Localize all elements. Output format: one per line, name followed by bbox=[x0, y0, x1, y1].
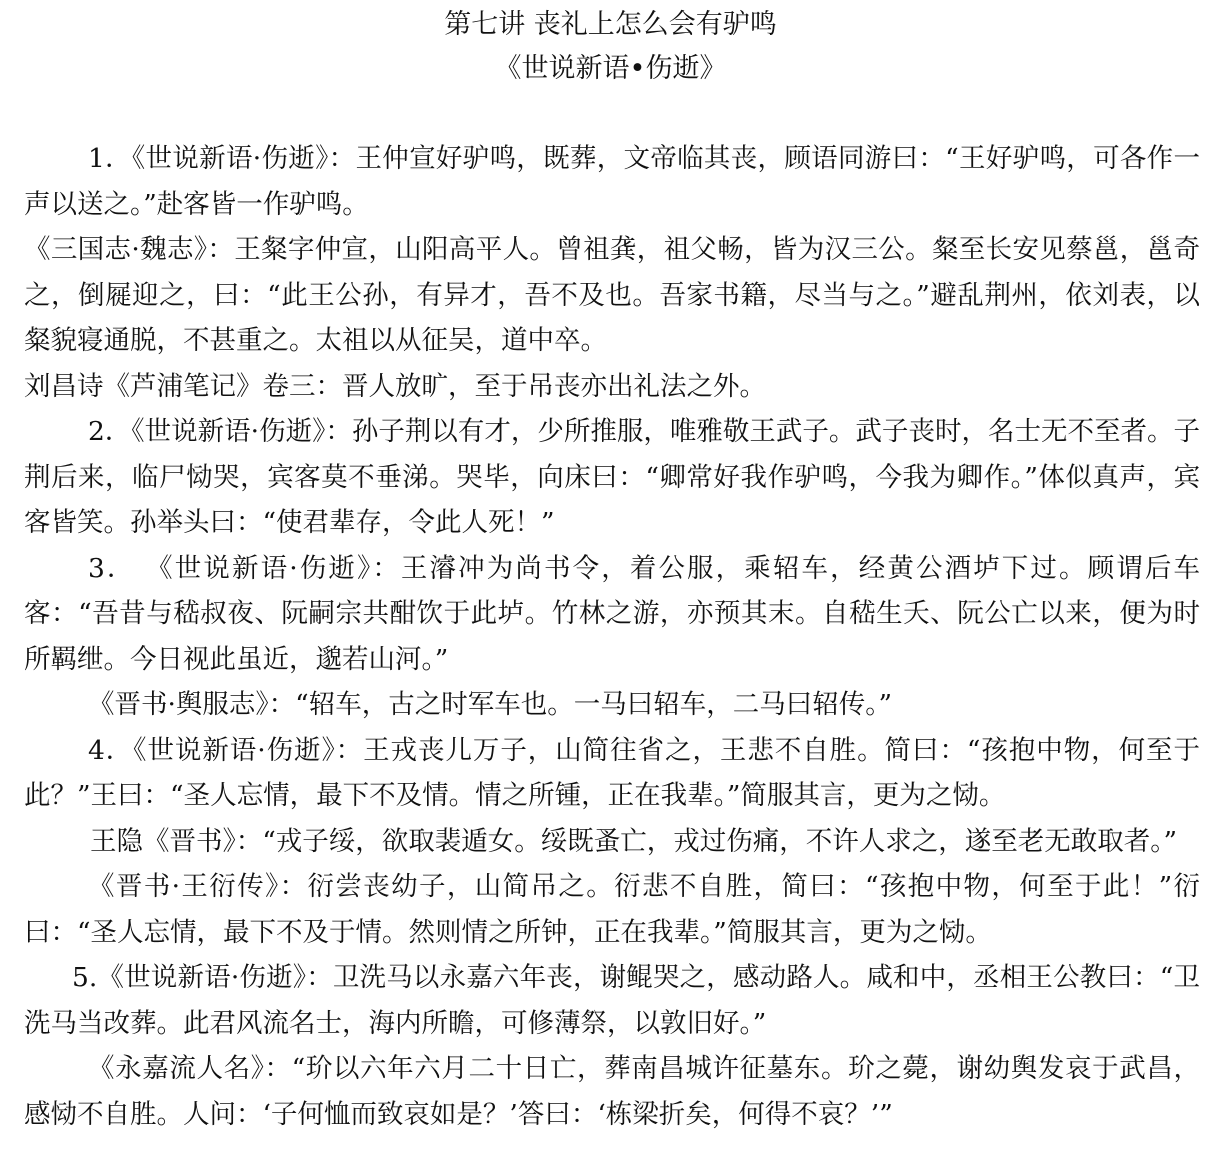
paragraph-4: 2．《世说新语·伤逝》：孙子荆以有才，少所推服，唯雅敬王武子。武子丧时，名士无不至者。子荆后来，临尸恸哭，宾客莫不垂涕。哭毕，向床曰：“卿常好我作驴鸣，今我为卿作。”体似真声，宾客皆笑。孙举头曰：“使君辈存，令此人死！” bbox=[24, 416, 1200, 538]
paragraph-10: 5.《世说新语·伤逝》：卫洗马以永嘉六年丧，谢鲲哭之，感动路人。咸和中，丞相王公教曰：“卫洗马当改葬。此君风流名士，海内所瞻，可修薄祭，以敦旧好。” bbox=[24, 962, 1200, 1039]
paragraph-1: 1．《世说新语·伤逝》：王仲宣好驴鸣，既葬，文帝临其丧，顾语同游曰：“王好驴鸣，可各作一声以送之。”赴客皆一作驴鸣。 bbox=[24, 143, 1200, 220]
paragraph-5: 3． 《世说新语·伤逝》：王濬冲为尚书令，着公服，乘轺车，经黄公酒垆下过。顾谓后车客：“吾昔与嵇叔夜、阮嗣宗共酣饮于此垆。竹林之游，亦预其末。自嵇生夭、阮公亡以来，便为时所羁绁。今日视此虽近，邈若山河。” bbox=[24, 552, 1200, 675]
paragraph-3: 刘昌诗《芦浦笔记》卷三：晋人放旷，至于吊丧亦出礼法之外。 bbox=[24, 370, 766, 402]
page-title: 第七讲 丧礼上怎么会有驴鸣 bbox=[444, 9, 777, 40]
paragraph-7: 4．《世说新语·伤逝》：王戎丧儿万子，山简往省之，王悲不自胜。简曰：“孩抱中物，何至于此？”王曰：“圣人忘情，最下不及情。情之所锺，正在我辈。”简服其言，更为之恸。 bbox=[24, 734, 1200, 811]
document-body bbox=[24, 136, 1200, 1137]
paragraph-8: 王隐《晋书》：“戎子绥，欲取裴遁女。绥既蚤亡，戎过伤痛，不许人求之，遂至老无敢取者。” bbox=[90, 825, 1178, 857]
paragraph-11: 《永嘉流人名》：“玠以六年六月二十日亡，葬南昌城许征墓东。玠之薨，谢幼舆发哀于武昌，感恸不自胜。人问：‘子何恤而致哀如是？’答曰：‘栋梁折矣，何得不哀？’” bbox=[24, 1053, 1200, 1130]
page-subtitle: 《世说新语•伤逝》 bbox=[494, 53, 727, 84]
paragraph-9: 《晋书·王衍传》：衍尝丧幼子，山简吊之。衍悲不自胜，简曰：“孩抱中物，何至于此！”衍曰：“圣人忘情，最下不及于情。然则情之所钟，正在我辈。”简服其言，更为之恸。 bbox=[24, 871, 1200, 948]
paragraph-2: 《三国志·魏志》：王粲字仲宣，山阳高平人。曾祖龚，祖父畅，皆为汉三公。粲至长安见蔡邕，邕奇之，倒屣迎之，曰：“此王公孙，有异才，吾不及也。吾家书籍，尽当与之。”避乱荆州，依刘表，以粲貌寝通脱，不甚重之。太祖以从征吴，道中卒。 bbox=[24, 234, 1200, 356]
paragraph-6: 《晋书·舆服志》：“轺车，古之时军车也。一马曰轺车，二马曰轺传。” bbox=[88, 689, 893, 720]
